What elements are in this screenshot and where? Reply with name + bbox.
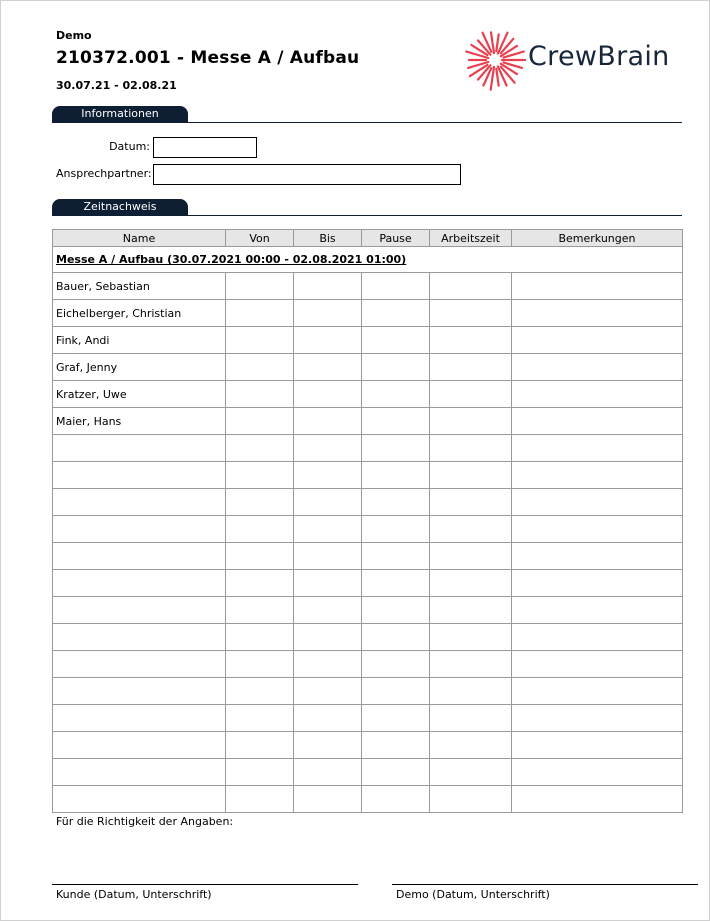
table-header-row bbox=[53, 230, 683, 247]
contact-field[interactable] bbox=[153, 164, 461, 185]
von-cell[interactable] bbox=[226, 381, 294, 408]
table-row bbox=[53, 327, 683, 354]
column-header-bis: Bis bbox=[294, 230, 362, 247]
bis-cell[interactable] bbox=[294, 300, 362, 327]
section-tab-informationen: Informationen bbox=[52, 106, 188, 122]
signature-label-company: Demo (Datum, Unterschrift) bbox=[396, 888, 550, 901]
pause-cell[interactable] bbox=[362, 705, 430, 732]
table-row bbox=[53, 786, 683, 813]
bemerkungen-cell[interactable] bbox=[512, 435, 683, 462]
bemerkungen-cell[interactable] bbox=[512, 597, 683, 624]
pause-cell[interactable] bbox=[362, 489, 430, 516]
von-cell[interactable] bbox=[226, 273, 294, 300]
name-cell bbox=[53, 732, 226, 759]
arbeitszeit-cell[interactable] bbox=[430, 597, 512, 624]
name-cell: Maier, Hans bbox=[53, 408, 226, 435]
bis-cell[interactable] bbox=[294, 597, 362, 624]
bis-cell[interactable] bbox=[294, 273, 362, 300]
von-cell[interactable] bbox=[226, 300, 294, 327]
table-row bbox=[53, 678, 683, 705]
bis-cell[interactable] bbox=[294, 651, 362, 678]
bemerkungen-cell[interactable] bbox=[512, 624, 683, 651]
name-cell bbox=[53, 597, 226, 624]
von-cell[interactable] bbox=[226, 786, 294, 813]
column-header-bemerkungen: Bemerkungen bbox=[512, 230, 683, 247]
bemerkungen-cell[interactable] bbox=[512, 327, 683, 354]
name-cell bbox=[53, 435, 226, 462]
bemerkungen-cell[interactable] bbox=[512, 786, 683, 813]
arbeitszeit-cell[interactable] bbox=[430, 570, 512, 597]
pause-cell[interactable] bbox=[362, 651, 430, 678]
confirmation-text: Für die Richtigkeit der Angaben: bbox=[56, 815, 234, 828]
bemerkungen-cell[interactable] bbox=[512, 354, 683, 381]
table-row bbox=[53, 597, 683, 624]
bis-cell[interactable] bbox=[294, 327, 362, 354]
arbeitszeit-cell[interactable] bbox=[430, 435, 512, 462]
arbeitszeit-cell[interactable] bbox=[430, 408, 512, 435]
pause-cell[interactable] bbox=[362, 381, 430, 408]
bemerkungen-cell[interactable] bbox=[512, 273, 683, 300]
arbeitszeit-cell[interactable] bbox=[430, 300, 512, 327]
section-tab-zeitnachweis: Zeitnachweis bbox=[52, 199, 188, 215]
bemerkungen-cell[interactable] bbox=[512, 678, 683, 705]
arbeitszeit-cell[interactable] bbox=[430, 705, 512, 732]
name-cell bbox=[53, 570, 226, 597]
column-header-name: Name bbox=[53, 230, 226, 247]
arbeitszeit-cell[interactable] bbox=[430, 624, 512, 651]
bemerkungen-cell[interactable] bbox=[512, 462, 683, 489]
arbeitszeit-cell[interactable] bbox=[430, 354, 512, 381]
name-cell: Graf, Jenny bbox=[53, 354, 226, 381]
name-cell bbox=[53, 759, 226, 786]
bis-cell[interactable] bbox=[294, 381, 362, 408]
pause-cell[interactable] bbox=[362, 354, 430, 381]
name-cell bbox=[53, 678, 226, 705]
name-cell bbox=[53, 705, 226, 732]
von-cell[interactable] bbox=[226, 678, 294, 705]
name-cell: Kratzer, Uwe bbox=[53, 381, 226, 408]
table-row bbox=[53, 516, 683, 543]
logo-ray bbox=[496, 69, 498, 86]
bis-cell[interactable] bbox=[294, 435, 362, 462]
signature-line-company bbox=[392, 884, 698, 885]
bis-cell[interactable] bbox=[294, 705, 362, 732]
bis-cell[interactable] bbox=[294, 516, 362, 543]
arbeitszeit-cell[interactable] bbox=[430, 786, 512, 813]
column-header-pause: Pause bbox=[362, 230, 430, 247]
name-cell bbox=[53, 624, 226, 651]
group-row bbox=[53, 247, 683, 273]
pause-cell[interactable] bbox=[362, 543, 430, 570]
logo-text: CrewBrain bbox=[528, 41, 670, 72]
bis-cell[interactable] bbox=[294, 786, 362, 813]
arbeitszeit-cell[interactable] bbox=[430, 327, 512, 354]
bemerkungen-cell[interactable] bbox=[512, 732, 683, 759]
von-cell[interactable] bbox=[226, 705, 294, 732]
table-row bbox=[53, 435, 683, 462]
name-cell bbox=[53, 489, 226, 516]
pause-cell[interactable] bbox=[362, 624, 430, 651]
von-cell[interactable] bbox=[226, 543, 294, 570]
pause-cell[interactable] bbox=[362, 300, 430, 327]
table-row bbox=[53, 570, 683, 597]
bis-cell[interactable] bbox=[294, 354, 362, 381]
von-cell[interactable] bbox=[226, 651, 294, 678]
pause-cell[interactable] bbox=[362, 570, 430, 597]
bis-cell[interactable] bbox=[294, 489, 362, 516]
table-row bbox=[53, 732, 683, 759]
von-cell[interactable] bbox=[226, 408, 294, 435]
von-cell[interactable] bbox=[226, 462, 294, 489]
von-cell[interactable] bbox=[226, 732, 294, 759]
von-cell[interactable] bbox=[226, 435, 294, 462]
bis-cell[interactable] bbox=[294, 462, 362, 489]
von-cell[interactable] bbox=[226, 597, 294, 624]
bis-cell[interactable] bbox=[294, 543, 362, 570]
bemerkungen-cell[interactable] bbox=[512, 489, 683, 516]
bemerkungen-cell[interactable] bbox=[512, 759, 683, 786]
pause-cell[interactable] bbox=[362, 597, 430, 624]
sunburst-icon bbox=[462, 26, 528, 94]
time-table bbox=[52, 229, 683, 813]
arbeitszeit-cell[interactable] bbox=[430, 516, 512, 543]
table-row bbox=[53, 624, 683, 651]
bemerkungen-cell[interactable] bbox=[512, 516, 683, 543]
column-header-von: Von bbox=[226, 230, 294, 247]
signature-line-customer bbox=[52, 884, 358, 885]
table-row bbox=[53, 651, 683, 678]
date-label: Datum: bbox=[109, 140, 150, 153]
bis-cell[interactable] bbox=[294, 570, 362, 597]
pause-cell[interactable] bbox=[362, 273, 430, 300]
pause-cell[interactable] bbox=[362, 327, 430, 354]
table-row bbox=[53, 759, 683, 786]
pause-cell[interactable] bbox=[362, 516, 430, 543]
pause-cell[interactable] bbox=[362, 462, 430, 489]
pause-cell[interactable] bbox=[362, 732, 430, 759]
von-cell[interactable] bbox=[226, 354, 294, 381]
name-cell bbox=[53, 516, 226, 543]
table-row bbox=[53, 705, 683, 732]
arbeitszeit-cell[interactable] bbox=[430, 273, 512, 300]
table-row bbox=[53, 354, 683, 381]
section-divider bbox=[52, 122, 682, 123]
von-cell[interactable] bbox=[226, 570, 294, 597]
name-cell bbox=[53, 543, 226, 570]
von-cell[interactable] bbox=[226, 489, 294, 516]
pause-cell[interactable] bbox=[362, 435, 430, 462]
bemerkungen-cell[interactable] bbox=[512, 543, 683, 570]
von-cell[interactable] bbox=[226, 759, 294, 786]
von-cell[interactable] bbox=[226, 624, 294, 651]
name-cell: Fink, Andi bbox=[53, 327, 226, 354]
arbeitszeit-cell[interactable] bbox=[430, 732, 512, 759]
bis-cell[interactable] bbox=[294, 624, 362, 651]
table-row bbox=[53, 462, 683, 489]
date-field[interactable] bbox=[153, 137, 257, 158]
name-cell bbox=[53, 786, 226, 813]
bemerkungen-cell[interactable] bbox=[512, 570, 683, 597]
table-row bbox=[53, 408, 683, 435]
bis-cell[interactable] bbox=[294, 759, 362, 786]
table-row bbox=[53, 489, 683, 516]
arbeitszeit-cell[interactable] bbox=[430, 678, 512, 705]
contact-label: Ansprechpartner: bbox=[56, 167, 152, 180]
von-cell[interactable] bbox=[226, 516, 294, 543]
pause-cell[interactable] bbox=[362, 759, 430, 786]
table-row bbox=[53, 543, 683, 570]
table-row bbox=[53, 273, 683, 300]
arbeitszeit-cell[interactable] bbox=[430, 759, 512, 786]
bis-cell[interactable] bbox=[294, 408, 362, 435]
section-divider bbox=[52, 215, 682, 216]
bis-cell[interactable] bbox=[294, 732, 362, 759]
page-title: 210372.001 - Messe A / Aufbau bbox=[56, 48, 360, 68]
pause-cell[interactable] bbox=[362, 408, 430, 435]
table-row bbox=[53, 300, 683, 327]
bemerkungen-cell[interactable] bbox=[512, 705, 683, 732]
column-header-arbeitszeit: Arbeitszeit bbox=[430, 230, 512, 247]
date-range: 30.07.21 - 02.08.21 bbox=[56, 79, 177, 92]
arbeitszeit-cell[interactable] bbox=[430, 381, 512, 408]
group-title: Messe A / Aufbau (30.07.2021 00:00 - 02.08.2021 01:00) bbox=[53, 247, 683, 273]
name-cell bbox=[53, 462, 226, 489]
logo-ray bbox=[483, 33, 492, 52]
von-cell[interactable] bbox=[226, 327, 294, 354]
name-cell: Bauer, Sebastian bbox=[53, 273, 226, 300]
arbeitszeit-cell[interactable] bbox=[430, 543, 512, 570]
bemerkungen-cell[interactable] bbox=[512, 300, 683, 327]
bemerkungen-cell[interactable] bbox=[512, 408, 683, 435]
pause-cell[interactable] bbox=[362, 786, 430, 813]
name-cell: Eichelberger, Christian bbox=[53, 300, 226, 327]
arbeitszeit-cell[interactable] bbox=[430, 651, 512, 678]
signature-label-customer: Kunde (Datum, Unterschrift) bbox=[56, 888, 212, 901]
arbeitszeit-cell[interactable] bbox=[430, 489, 512, 516]
bemerkungen-cell[interactable] bbox=[512, 651, 683, 678]
arbeitszeit-cell[interactable] bbox=[430, 462, 512, 489]
bis-cell[interactable] bbox=[294, 678, 362, 705]
table-row bbox=[53, 381, 683, 408]
pause-cell[interactable] bbox=[362, 678, 430, 705]
logo-ray bbox=[496, 34, 498, 51]
name-cell bbox=[53, 651, 226, 678]
company-name: Demo bbox=[56, 29, 92, 42]
bemerkungen-cell[interactable] bbox=[512, 381, 683, 408]
